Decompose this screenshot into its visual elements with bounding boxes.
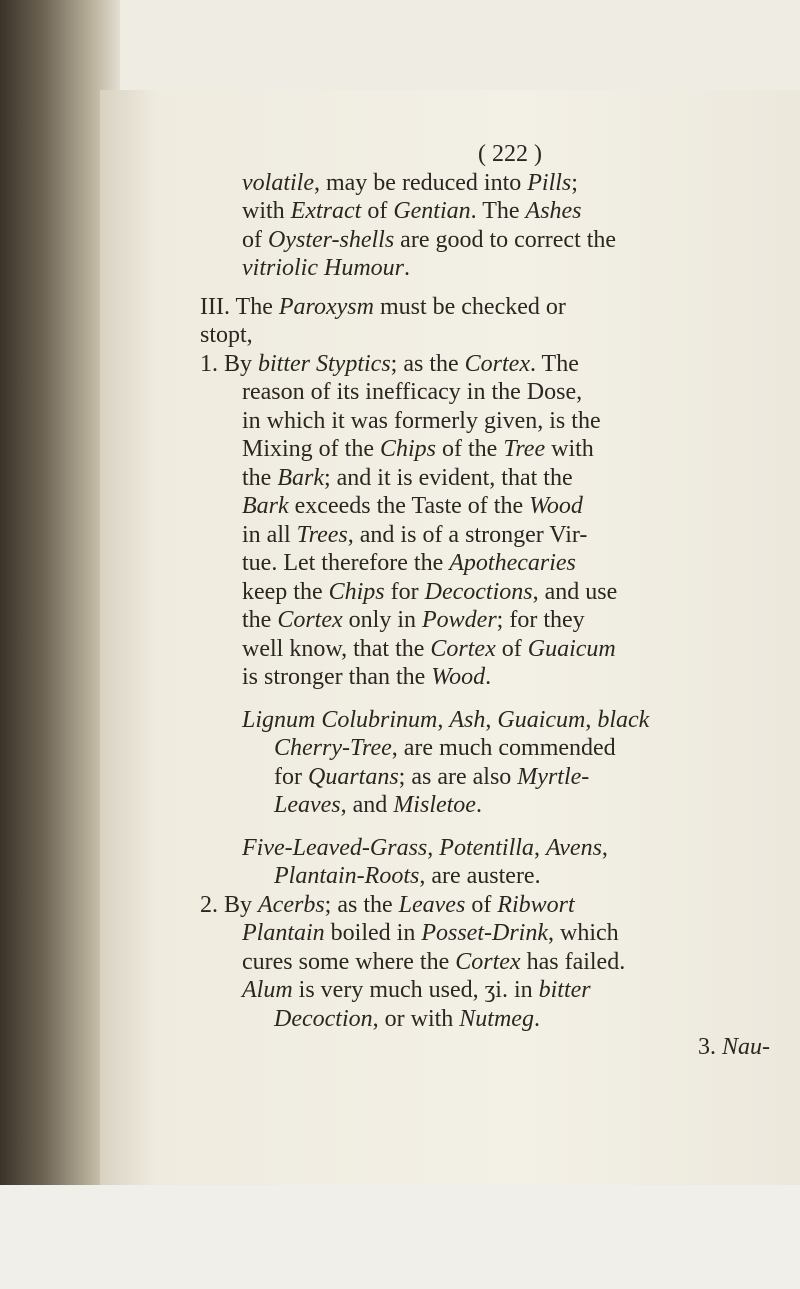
page-text [200, 140, 790, 1062]
text-line: well know, that the Cortex of Guaicum [242, 635, 616, 662]
text-line: Alum is very much used, ʒi. in bitter [242, 977, 591, 1003]
text-line: vitriolic Humour. [242, 255, 410, 281]
text-line: Plantain boiled in Posset-Drink, which [242, 920, 619, 946]
background-below-page [0, 1185, 800, 1289]
text-line: is stronger than the Wood. [242, 664, 492, 690]
text-line: the Cortex only in Powder; for they [242, 607, 585, 633]
text-line: stopt, [200, 322, 253, 348]
text-line: III. The Paroxysm must be checked or [200, 293, 566, 320]
text-line: Leaves, and Misletoe. [274, 792, 482, 818]
text-line: the Bark; and it is evident, that the [242, 464, 573, 491]
text-line: Plantain-Roots, are austere. [274, 863, 541, 889]
text-line: Five-Leaved-Grass, Potentilla, Avens, [242, 834, 608, 861]
text-line: tue. Let therefore the Apothecaries [242, 550, 576, 576]
text-line: Lignum Colubrinum, Ash, Guaicum, black [242, 706, 650, 733]
page-number: ( 222 ) [478, 141, 542, 167]
text-line: in all Trees, and is of a stronger Vir- [242, 521, 588, 548]
text-line: Mixing of the Chips of the Tree with [242, 436, 594, 462]
text-line: with Extract of Gentian. The Ashes [242, 198, 582, 224]
text-line: of Oyster-shells are good to correct the [242, 226, 617, 253]
text-line: for Quartans; as are also Myrtle- [274, 763, 590, 790]
text-line: volatile, may be reduced into Pills; [242, 169, 578, 196]
text-line: reason of its inefficacy in the Dose, [242, 379, 583, 405]
text-line: 1. By bitter Styptics; as the Cortex. The [200, 350, 579, 377]
text-line: Bark exceeds the Taste of the Wood [242, 493, 583, 519]
text-line: keep the Chips for Decoctions, and use [242, 578, 618, 605]
text-line: in which it was formerly given, is the [242, 407, 601, 434]
text-line: cures some where the Cortex has failed. [242, 948, 626, 975]
catchword: 3. Nau- [698, 1034, 770, 1060]
text-line: Cherry-Tree, are much commended [274, 735, 616, 761]
text-line: 2. By Acerbs; as the Leaves of Ribwort [200, 891, 575, 918]
text-line: Decoction, or with Nutmeg. [274, 1005, 540, 1032]
